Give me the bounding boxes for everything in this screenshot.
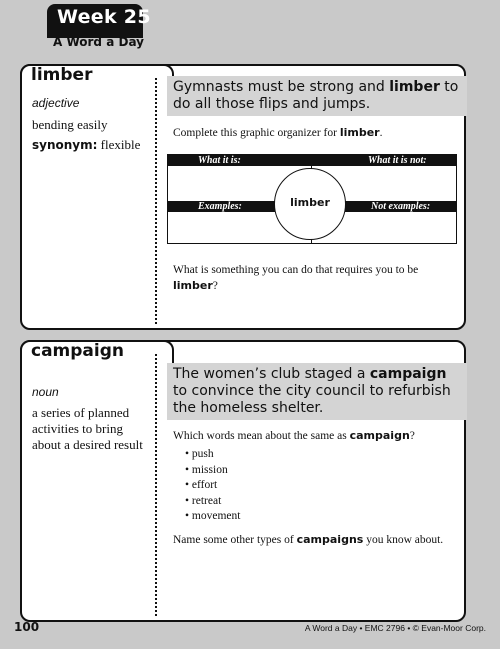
list-item: • movement bbox=[185, 510, 241, 522]
week-subtitle: A Word a Day bbox=[53, 35, 144, 49]
footer-credit: A Word a Day • EMC 2796 • © Evan-Moor Corp. bbox=[304, 623, 486, 633]
word-tab bbox=[20, 340, 174, 374]
what-it-is-not-label: What it is not: bbox=[368, 155, 427, 166]
question-synonyms: Which words mean about the same as campaign? bbox=[173, 429, 415, 442]
synonym-line bbox=[32, 137, 140, 153]
dotted-divider bbox=[155, 78, 157, 324]
word-tab bbox=[20, 64, 174, 98]
organizer-center-word: limber bbox=[290, 196, 330, 209]
not-examples-label: Not examples: bbox=[371, 201, 431, 212]
part-of-speech: adjective bbox=[32, 96, 80, 110]
list-item: • retreat bbox=[185, 494, 222, 507]
word-title: campaign bbox=[31, 341, 125, 361]
graphic-organizer bbox=[167, 154, 457, 244]
what-it-is-label: What it is: bbox=[198, 155, 241, 166]
examples-label: Examples: bbox=[198, 201, 242, 212]
example-sentence: Gymnasts must be strong and limber to do all those flips and jumps. bbox=[167, 76, 467, 116]
example-sentence: The women’s club staged a campaign to convince the city council to refurbish the homeless shelter. bbox=[167, 363, 467, 420]
list-item: • effort bbox=[185, 479, 218, 491]
synonym-value: flexible bbox=[100, 137, 141, 152]
question: What is something you can do that requires you to be limber? bbox=[173, 264, 419, 292]
definition: a series of planned activities to bring about a desired result bbox=[32, 405, 143, 452]
week-title: Week 25 bbox=[57, 6, 151, 28]
synonym-label: synonym: bbox=[32, 138, 98, 152]
part-of-speech: noun bbox=[32, 385, 59, 399]
organizer-instruction: Complete this graphic organizer for limber. bbox=[173, 126, 383, 139]
dotted-divider bbox=[155, 354, 157, 616]
word-card-limber bbox=[20, 64, 466, 330]
option-list bbox=[185, 447, 240, 525]
word-card-campaign bbox=[20, 340, 466, 622]
list-item: • push bbox=[185, 448, 214, 460]
page-number: 100 bbox=[14, 620, 40, 634]
definition: bending easily bbox=[32, 117, 108, 132]
word-title: limber bbox=[31, 65, 93, 85]
question-types: Name some other types of campaigns you know about. bbox=[173, 533, 444, 546]
list-item: • mission bbox=[185, 463, 228, 476]
